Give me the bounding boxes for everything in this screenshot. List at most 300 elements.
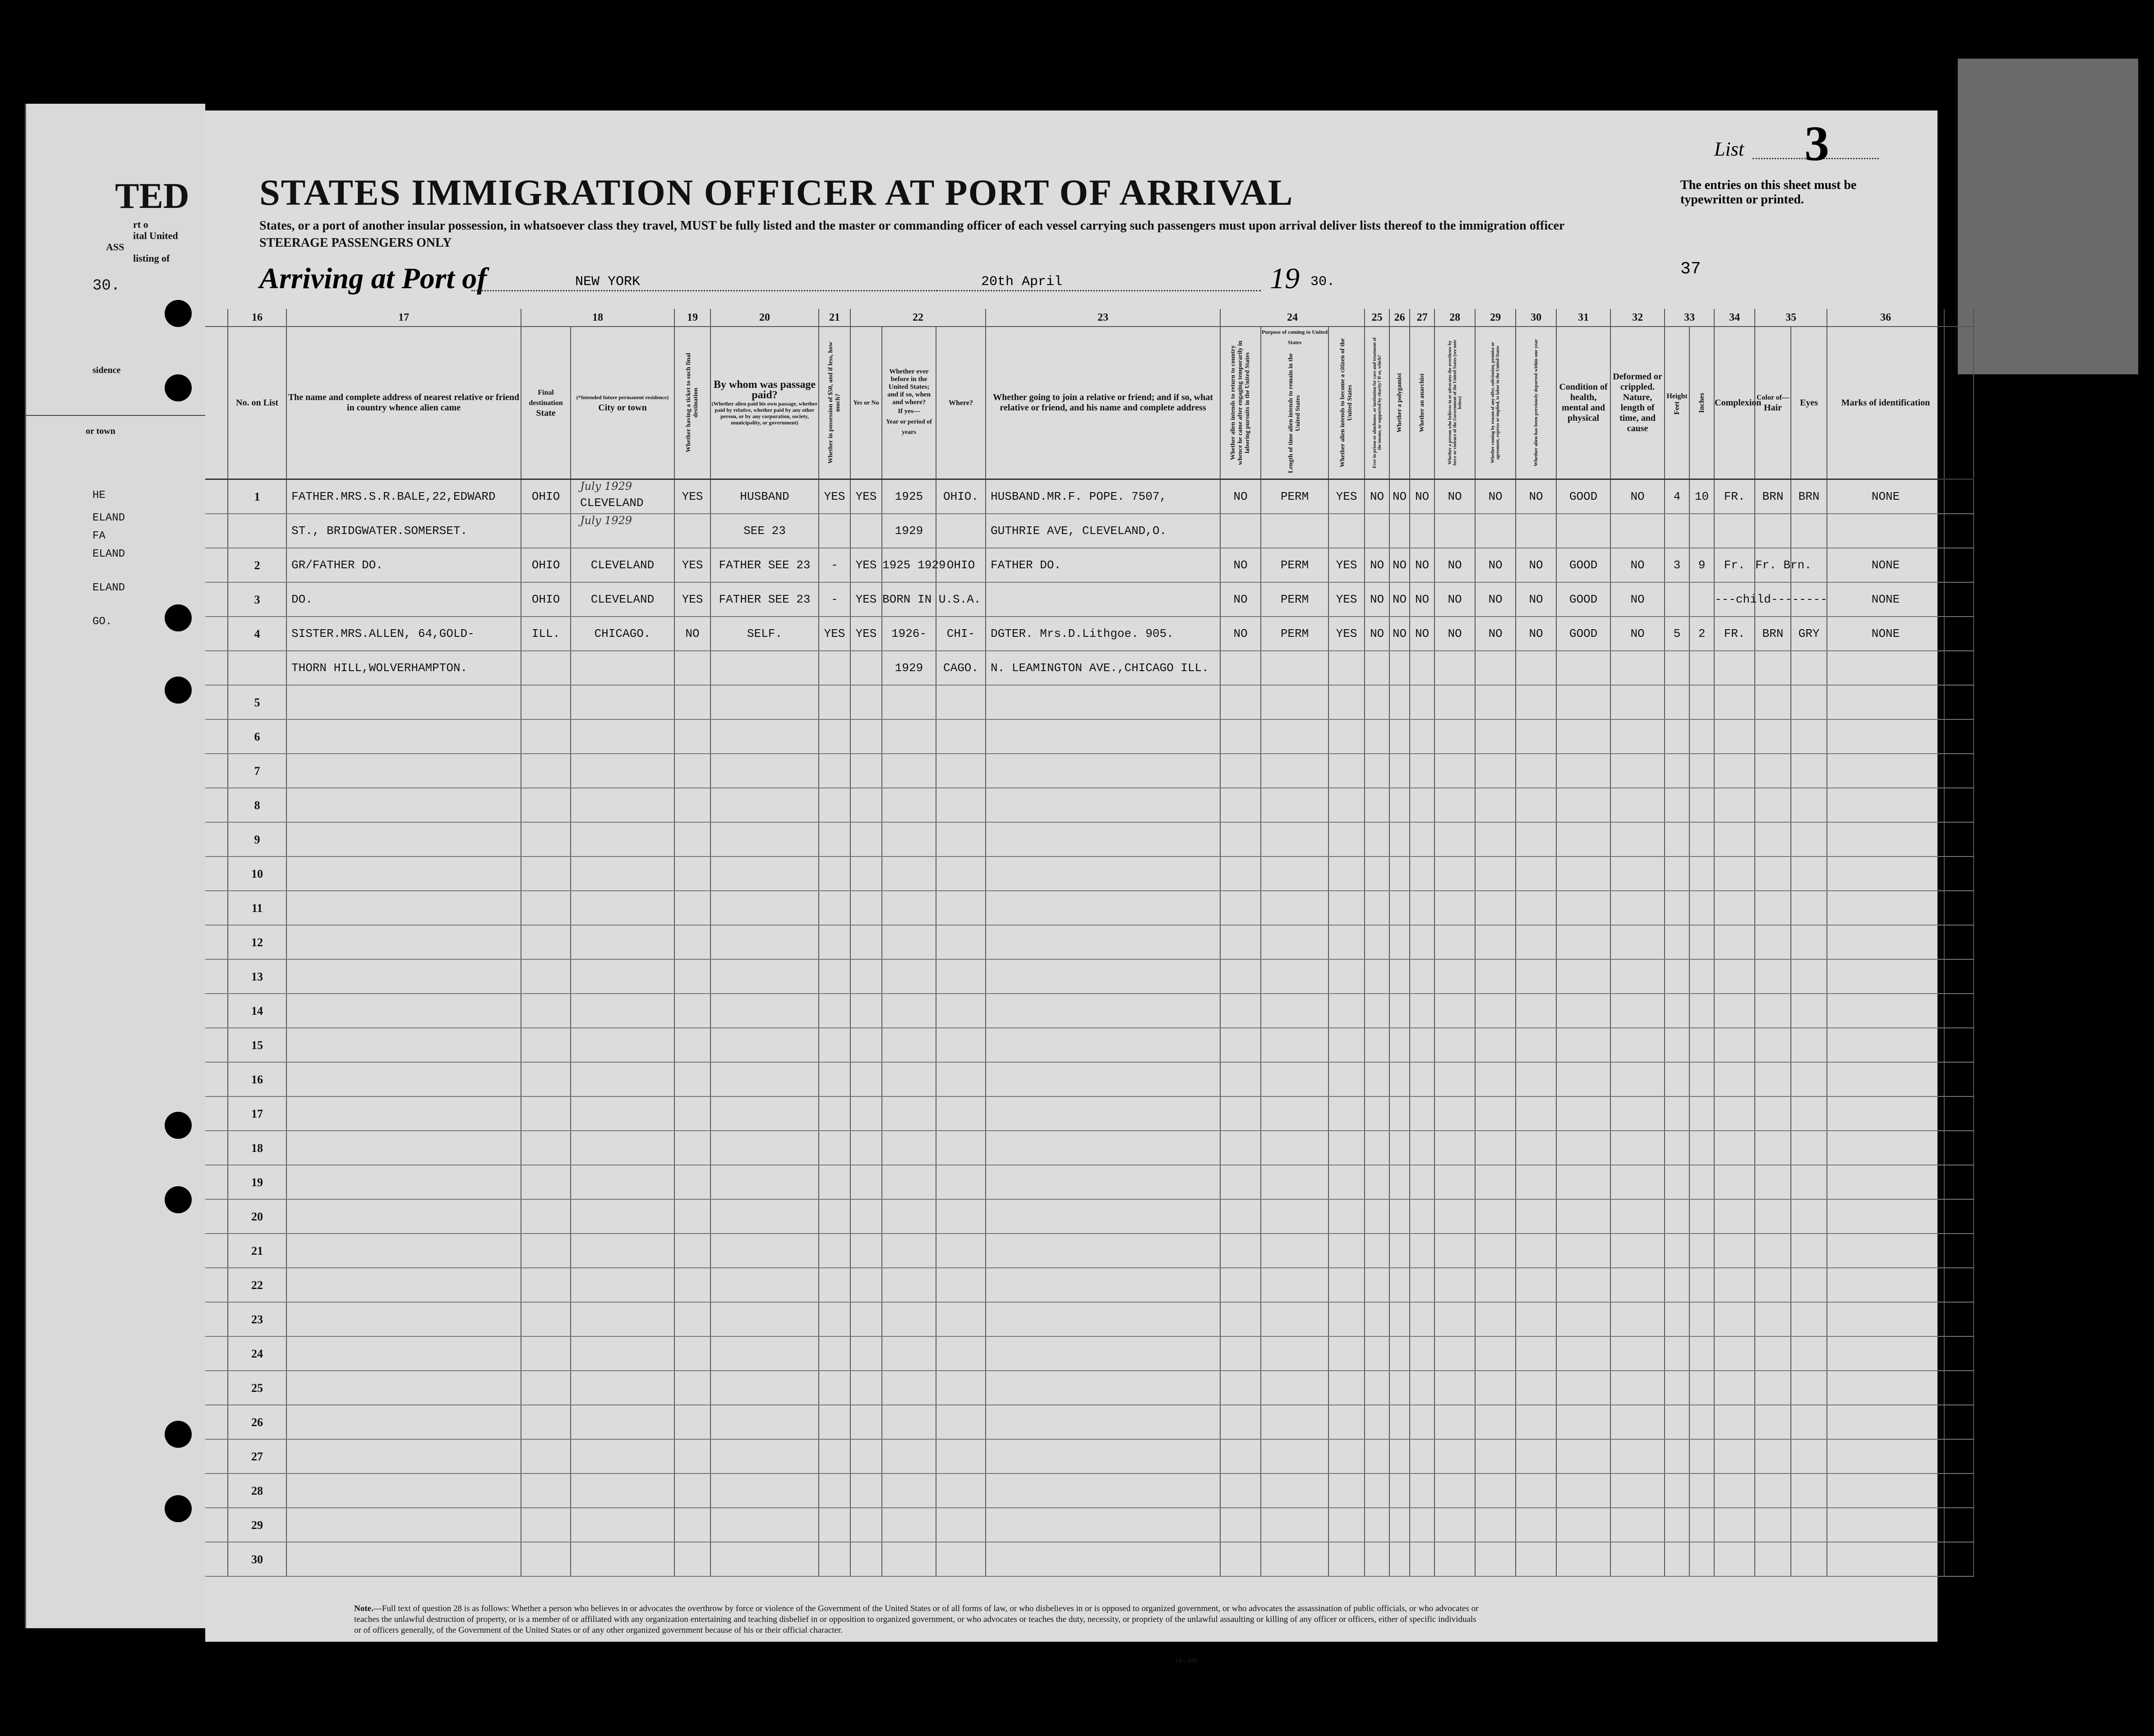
- binder-hole: [165, 374, 192, 401]
- empty-cell: [1475, 1165, 1516, 1199]
- cell-before: [850, 514, 882, 548]
- empty-cell: [1610, 1302, 1665, 1336]
- empty-cell: [1220, 1268, 1261, 1302]
- empty-cell: [1475, 891, 1516, 925]
- table-row: [205, 582, 1974, 617]
- empty-cell: [1475, 685, 1516, 719]
- empty-cell: [1827, 1302, 1944, 1336]
- empty-cell: [1328, 1096, 1365, 1131]
- cell-c27: NO: [1410, 617, 1434, 651]
- empty-cell: [286, 1165, 521, 1199]
- state-header: [521, 327, 571, 479]
- row-number: 24: [228, 1336, 286, 1371]
- empty-cell: [1714, 1234, 1755, 1268]
- empty-cell: [1827, 891, 1944, 925]
- margin-cell: [205, 1131, 228, 1165]
- fragment-cell: ELAND: [92, 512, 125, 524]
- empty-cell: [1689, 856, 1714, 891]
- margin-cell: [205, 822, 228, 856]
- column-number: 25: [1365, 309, 1389, 327]
- cell-c28: NO: [1434, 548, 1475, 582]
- empty-cell: [1261, 891, 1328, 925]
- empty-cell: [1556, 1268, 1610, 1302]
- passenger-class: STEERAGE PASSENGERS ONLY: [259, 236, 452, 250]
- empty-cell: [1220, 1028, 1261, 1062]
- empty-cell: [850, 1199, 882, 1234]
- manifest-rows: [205, 479, 1974, 1577]
- cell-c26: NO: [1389, 582, 1410, 617]
- empty-cell: [286, 1131, 521, 1165]
- empty-cell: [1516, 959, 1556, 994]
- column-number: 21: [819, 309, 850, 327]
- city-value: CLEVELAND: [580, 496, 644, 510]
- cell-inches: 9: [1689, 548, 1714, 582]
- empty-cell: [1410, 891, 1434, 925]
- empty-cell: [1610, 925, 1665, 959]
- row-number: 28: [228, 1474, 286, 1508]
- empty-cell: [1665, 925, 1689, 959]
- empty-cell: [1220, 925, 1261, 959]
- cell-purpose-a: [1220, 514, 1261, 548]
- empty-cell: [521, 1371, 571, 1405]
- empty-cell: [521, 788, 571, 822]
- purpose-a-header: Whether alien intends to return to country whence he came after engaging temporarily in laboring pursuits in the United States: [1230, 341, 1251, 465]
- ticket-header: Whether having a ticket to such final destination: [685, 353, 699, 453]
- empty-cell: [521, 959, 571, 994]
- fragment-column-head: sidence: [92, 365, 121, 375]
- empty-cell: [286, 959, 521, 994]
- margin-cell: [1944, 959, 1974, 994]
- list-number: 3: [1804, 116, 1829, 171]
- empty-cell: [1827, 1028, 1944, 1062]
- empty-cell: [1410, 1096, 1434, 1131]
- row-number: 3: [228, 582, 286, 617]
- cell-relative: FATHER.MRS.S.R.BALE,22,EDWARD: [286, 479, 521, 514]
- page-edge-line: [25, 104, 26, 1628]
- binder-hole: [165, 1421, 192, 1448]
- empty-cell: [1689, 1062, 1714, 1096]
- cell-relative: SISTER.MRS.ALLEN, 64,GOLD-: [286, 617, 521, 651]
- empty-cell: [710, 1336, 819, 1371]
- empty-cell: [1665, 754, 1689, 788]
- empty-cell: [882, 719, 936, 754]
- empty-cell: [571, 1165, 674, 1199]
- empty-cell: [1365, 1131, 1389, 1165]
- empty-cell: [674, 856, 710, 891]
- empty-cell: [571, 1028, 674, 1062]
- empty-cell: [674, 1508, 710, 1542]
- empty-cell: [986, 822, 1220, 856]
- empty-cell: [1261, 685, 1328, 719]
- empty-cell: [571, 1234, 674, 1268]
- table-row: [205, 959, 1974, 994]
- cell-c26: NO: [1389, 548, 1410, 582]
- empty-cell: [1556, 1062, 1610, 1096]
- empty-cell: [1389, 754, 1410, 788]
- row-number: 19: [228, 1165, 286, 1199]
- empty-cell: [1689, 1028, 1714, 1062]
- empty-cell: [571, 891, 674, 925]
- table-row: [205, 685, 1974, 719]
- empty-cell: [850, 754, 882, 788]
- empty-cell: [1755, 1062, 1791, 1096]
- empty-cell: [1434, 754, 1475, 788]
- empty-cell: [1689, 822, 1714, 856]
- cell-purpose-a: NO: [1220, 548, 1261, 582]
- empty-cell: [1516, 856, 1556, 891]
- empty-cell: [1610, 1062, 1665, 1096]
- empty-cell: [882, 994, 936, 1028]
- empty-cell: [1365, 1508, 1389, 1542]
- empty-cell: [819, 1405, 850, 1439]
- cell-health: GOOD: [1556, 582, 1610, 617]
- empty-cell: [286, 1199, 521, 1234]
- empty-cell: [1410, 959, 1434, 994]
- empty-cell: [1261, 1302, 1328, 1336]
- empty-cell: [819, 1028, 850, 1062]
- cell-year: 1925: [882, 479, 936, 514]
- margin-cell: [205, 651, 228, 685]
- empty-cell: [1365, 1096, 1389, 1131]
- cell-join: N. LEAMINGTON AVE.,CHICAGO ILL.: [986, 651, 1220, 685]
- empty-cell: [1665, 822, 1689, 856]
- cell-complexion: ---child--------: [1714, 582, 1755, 617]
- cell-inches: 2: [1689, 617, 1714, 651]
- empty-cell: [286, 685, 521, 719]
- page-title: STATES IMMIGRATION OFFICER AT PORT OF ARRIVAL: [259, 172, 1294, 213]
- margin-cell: [205, 994, 228, 1028]
- empty-cell: [1434, 1302, 1475, 1336]
- empty-cell: [1755, 925, 1791, 959]
- margin-cell: [1944, 754, 1974, 788]
- empty-cell: [571, 1371, 674, 1405]
- empty-cell: [1827, 1062, 1944, 1096]
- empty-cell: [1610, 1371, 1665, 1405]
- empty-cell: [1755, 788, 1791, 822]
- table-row: [205, 1062, 1974, 1096]
- empty-cell: [1665, 1508, 1689, 1542]
- margin-cell: [205, 514, 228, 548]
- empty-cell: [819, 1302, 850, 1336]
- empty-cell: [882, 856, 936, 891]
- empty-cell: [1389, 1405, 1410, 1439]
- polygamist-header: Whether a polygamist: [1396, 373, 1403, 433]
- empty-cell: [1220, 754, 1261, 788]
- empty-cell: [571, 788, 674, 822]
- state-label: State: [536, 408, 556, 418]
- handwritten-note: July 1929: [580, 480, 632, 493]
- cell-health: GOOD: [1556, 617, 1610, 651]
- column-number-row: [205, 309, 1974, 327]
- cell-year: 1929: [882, 651, 936, 685]
- empty-cell: [936, 891, 986, 925]
- empty-cell: [1714, 1405, 1755, 1439]
- empty-cell: [850, 1131, 882, 1165]
- empty-cell: [1556, 1508, 1610, 1542]
- row-number: 20: [228, 1199, 286, 1234]
- empty-cell: [1328, 959, 1365, 994]
- empty-cell: [1791, 1234, 1827, 1268]
- cell-state: [521, 651, 571, 685]
- empty-cell: [286, 1508, 521, 1542]
- empty-cell: [1389, 891, 1410, 925]
- empty-cell: [1827, 1096, 1944, 1131]
- empty-cell: [1220, 891, 1261, 925]
- empty-cell: [1220, 1302, 1261, 1336]
- empty-cell: [1261, 925, 1328, 959]
- cell-hair: BRN: [1755, 479, 1791, 514]
- empty-cell: [1556, 1199, 1610, 1234]
- empty-cell: [850, 959, 882, 994]
- empty-cell: [1755, 822, 1791, 856]
- cell-join: [986, 582, 1220, 617]
- empty-cell: [1791, 1439, 1827, 1474]
- empty-cell: [1389, 1371, 1410, 1405]
- margin-cell: [205, 1439, 228, 1474]
- empty-cell: [1389, 1062, 1410, 1096]
- cell-complexion: [1714, 514, 1755, 548]
- empty-cell: [1689, 1474, 1714, 1508]
- empty-cell: [1365, 1028, 1389, 1062]
- fragment-year: 30.: [92, 277, 120, 295]
- relative-abroad-header: The name and complete address of nearest relative or friend in country whence alien came: [286, 327, 521, 479]
- empty-cell: [571, 1096, 674, 1131]
- empty-cell: [1365, 891, 1389, 925]
- empty-cell: [1220, 1439, 1261, 1474]
- empty-cell: [1365, 685, 1389, 719]
- empty-cell: [710, 1439, 819, 1474]
- empty-cell: [1328, 925, 1365, 959]
- cell-feet: [1665, 514, 1689, 548]
- cell-c30: NO: [1516, 479, 1556, 514]
- empty-cell: [571, 925, 674, 959]
- cell-money: [819, 514, 850, 548]
- empty-cell: [1689, 1542, 1714, 1576]
- empty-cell: [710, 1165, 819, 1199]
- table-row: [205, 1028, 1974, 1062]
- empty-cell: [1516, 1062, 1556, 1096]
- empty-cell: [850, 1165, 882, 1199]
- empty-cell: [710, 1302, 819, 1336]
- empty-cell: [1610, 719, 1665, 754]
- column-number: 33: [1665, 309, 1714, 327]
- empty-cell: [819, 1268, 850, 1302]
- empty-cell: [710, 959, 819, 994]
- empty-cell: [1220, 719, 1261, 754]
- empty-cell: [1714, 891, 1755, 925]
- empty-cell: [1365, 1199, 1389, 1234]
- empty-cell: [1556, 1234, 1610, 1268]
- empty-cell: [1220, 1062, 1261, 1096]
- cell-inches: [1689, 651, 1714, 685]
- margin-cell: [1944, 548, 1974, 582]
- cell-eyes: BRN: [1791, 479, 1827, 514]
- empty-cell: [1220, 1234, 1261, 1268]
- empty-cell: [1665, 1131, 1689, 1165]
- empty-cell: [850, 1234, 882, 1268]
- empty-cell: [1410, 754, 1434, 788]
- empty-cell: [1556, 754, 1610, 788]
- empty-cell: [1665, 1165, 1689, 1199]
- empty-cell: [1714, 1336, 1755, 1371]
- empty-cell: [936, 754, 986, 788]
- empty-cell: [986, 959, 1220, 994]
- cell-ticket: [674, 651, 710, 685]
- row-number: 18: [228, 1131, 286, 1165]
- empty-cell: [1791, 1371, 1827, 1405]
- empty-cell: [1328, 754, 1365, 788]
- margin-cell: [205, 856, 228, 891]
- cell-health: GOOD: [1556, 548, 1610, 582]
- margin-cell: [205, 891, 228, 925]
- empty-cell: [1689, 685, 1714, 719]
- empty-cell: [986, 685, 1220, 719]
- empty-cell: [710, 1268, 819, 1302]
- row-number: 30: [228, 1542, 286, 1576]
- empty-cell: [1610, 788, 1665, 822]
- empty-cell: [850, 1405, 882, 1439]
- empty-cell: [1516, 1405, 1556, 1439]
- cell-paid: SELF.: [710, 617, 819, 651]
- empty-cell: [674, 925, 710, 959]
- empty-cell: [1365, 822, 1389, 856]
- empty-cell: [710, 719, 819, 754]
- empty-cell: [1791, 719, 1827, 754]
- empty-cell: [1220, 1165, 1261, 1199]
- table-row: [205, 1199, 1974, 1234]
- manifest-sheet: [205, 111, 1937, 1664]
- empty-cell: [1827, 1508, 1944, 1542]
- row-number: 21: [228, 1234, 286, 1268]
- empty-cell: [1755, 685, 1791, 719]
- joining-header: Whether going to join a relative or friend; and if so, what relative or friend, and his name and complete address: [986, 327, 1220, 479]
- empty-cell: [1791, 685, 1827, 719]
- cell-city: CLEVELAND: [571, 548, 674, 582]
- empty-cell: [674, 1062, 710, 1096]
- empty-cell: [674, 1199, 710, 1234]
- margin-cell: [205, 1336, 228, 1371]
- empty-cell: [674, 1474, 710, 1508]
- empty-cell: [1689, 1234, 1714, 1268]
- empty-cell: [1475, 1028, 1516, 1062]
- empty-cell: [1791, 1508, 1827, 1542]
- empty-cell: [1556, 1028, 1610, 1062]
- empty-cell: [1755, 1096, 1791, 1131]
- cell-paid: SEE 23: [710, 514, 819, 548]
- empty-cell: [1389, 1336, 1410, 1371]
- empty-cell: [1827, 925, 1944, 959]
- empty-cell: [1610, 891, 1665, 925]
- empty-cell: [1827, 1371, 1944, 1405]
- empty-cell: [850, 1474, 882, 1508]
- margin-cell: [205, 719, 228, 754]
- empty-cell: [521, 1096, 571, 1131]
- empty-cell: [1610, 1439, 1665, 1474]
- margin-cell: [1944, 651, 1974, 685]
- paid-by-note: (Whether alien paid his own passage, whether paid by relative, whether paid by any other person, or by any corporation, society, municipality, or government): [711, 401, 818, 426]
- column-number: 23: [986, 309, 1220, 327]
- cell-purpose-b: PERM: [1261, 479, 1328, 514]
- empty-cell: [850, 891, 882, 925]
- table-row: [205, 1371, 1974, 1405]
- margin-cell: [1944, 1474, 1974, 1508]
- date-underline: [936, 290, 1261, 291]
- cell-ticket: YES: [674, 479, 710, 514]
- row-number: 6: [228, 719, 286, 754]
- margin-cell: [205, 1405, 228, 1439]
- empty-cell: [1410, 788, 1434, 822]
- empty-cell: [1516, 1234, 1556, 1268]
- empty-cell: [1328, 1062, 1365, 1096]
- empty-cell: [1261, 1405, 1328, 1439]
- empty-cell: [1516, 925, 1556, 959]
- table-row: [205, 1542, 1974, 1576]
- color-of-header: Color of—: [1756, 394, 1790, 401]
- cell-c26: NO: [1389, 479, 1410, 514]
- empty-cell: [1755, 754, 1791, 788]
- empty-cell: [1516, 994, 1556, 1028]
- cell-feet: [1665, 651, 1689, 685]
- city-header: [571, 327, 674, 479]
- empty-cell: [1475, 959, 1516, 994]
- q29-header: Whether coming by reason of any offer, solicitation, promise or agreement, express or implied, to labor in the United States: [1490, 342, 1501, 464]
- empty-cell: [1689, 959, 1714, 994]
- empty-cell: [986, 1439, 1220, 1474]
- empty-cell: [1220, 1131, 1261, 1165]
- empty-cell: [674, 754, 710, 788]
- empty-cell: [1610, 1542, 1665, 1576]
- cell-deformed: [1610, 514, 1665, 548]
- cell-complexion: FR.: [1714, 617, 1755, 651]
- empty-cell: [521, 685, 571, 719]
- empty-cell: [286, 1371, 521, 1405]
- empty-cell: [1220, 856, 1261, 891]
- empty-cell: [986, 1096, 1220, 1131]
- empty-cell: [882, 1405, 936, 1439]
- row-number: 27: [228, 1439, 286, 1474]
- empty-cell: [571, 754, 674, 788]
- empty-cell: [571, 685, 674, 719]
- empty-cell: [1689, 1371, 1714, 1405]
- port-value: NEW YORK: [575, 274, 641, 290]
- cell-c26: [1389, 514, 1410, 548]
- empty-cell: [1791, 754, 1827, 788]
- empty-cell: [986, 1302, 1220, 1336]
- empty-cell: [521, 1302, 571, 1336]
- empty-cell: [521, 1336, 571, 1371]
- empty-cell: [1665, 1096, 1689, 1131]
- empty-cell: [850, 1062, 882, 1096]
- empty-cell: [1827, 685, 1944, 719]
- empty-cell: [850, 1268, 882, 1302]
- empty-cell: [710, 788, 819, 822]
- empty-cell: [1665, 994, 1689, 1028]
- empty-cell: [1475, 1268, 1516, 1302]
- empty-cell: [1365, 1165, 1389, 1199]
- cell-marks: NONE: [1827, 617, 1944, 651]
- empty-cell: [936, 822, 986, 856]
- fragment-cell: FA: [92, 530, 106, 542]
- empty-cell: [674, 1165, 710, 1199]
- empty-cell: [1389, 1268, 1410, 1302]
- cell-purpose-c: [1328, 651, 1365, 685]
- empty-cell: [1475, 1474, 1516, 1508]
- margin-cell: [205, 1508, 228, 1542]
- cell-before: YES: [850, 617, 882, 651]
- margin-cell: [205, 925, 228, 959]
- empty-cell: [1516, 1542, 1556, 1576]
- cell-relative: THORN HILL,WOLVERHAMPTON.: [286, 651, 521, 685]
